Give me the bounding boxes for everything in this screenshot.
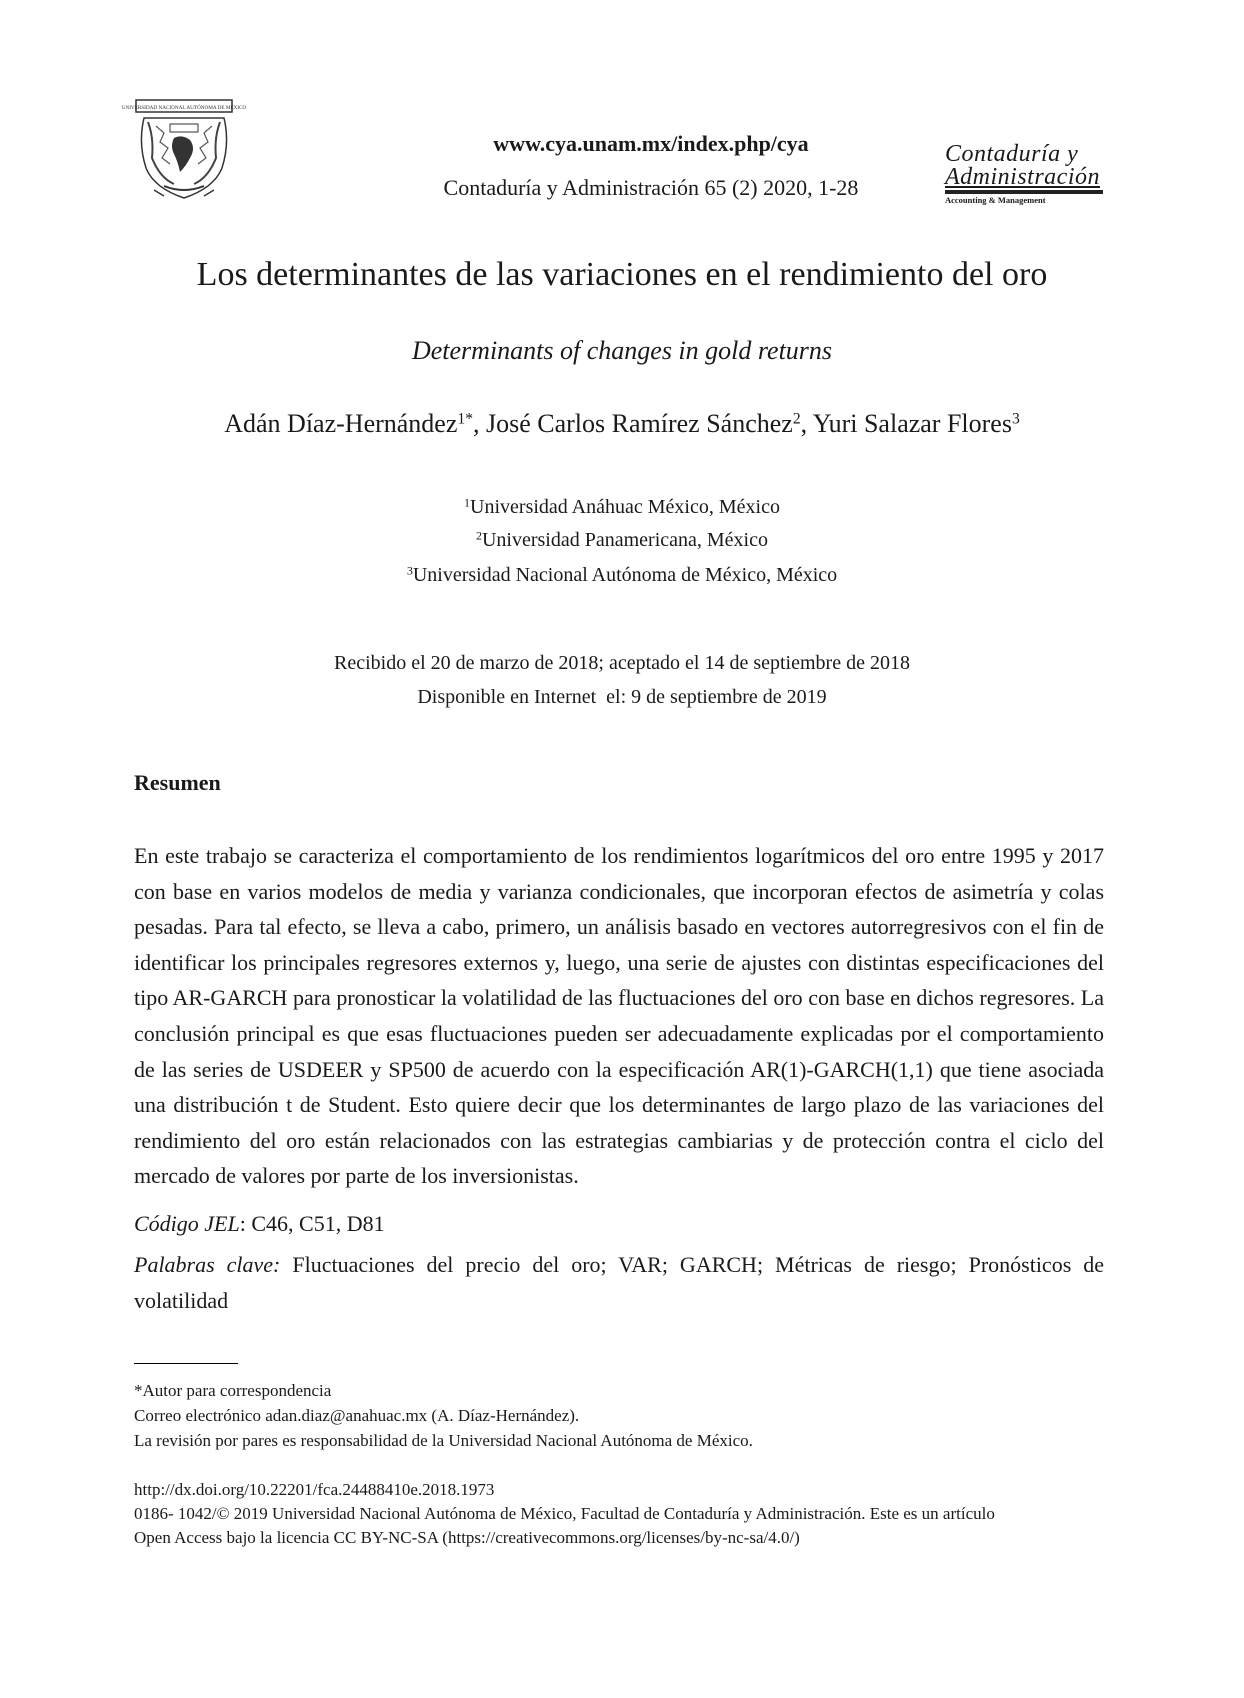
journal-url[interactable]: www.cya.unam.mx/index.php/cya: [493, 131, 809, 156]
author-name: Yuri Salazar Flores: [812, 409, 1012, 438]
affiliation: [0, 564, 1244, 587]
affiliation-mark: 1: [464, 495, 471, 510]
article-subtitle: Determinants of changes in gold returns: [411, 336, 833, 365]
logo-line-2: Administración: [945, 164, 1100, 190]
jel-value: : C46, C51, D81: [239, 1211, 385, 1236]
available-date: Disponible en Internet el: 9 de septiembre de 2019: [417, 686, 827, 708]
author-separator: ,: [800, 409, 813, 438]
license-line-1: 0186- 1042/© 2019 Universidad Nacional Autónoma de México, Facultad de Contaduría y Administración. Este es un artículo: [134, 1504, 995, 1523]
article-title: Los determinantes de las variaciones en el rendimiento del oro: [196, 256, 1048, 293]
affiliation-text: Universidad Nacional Autónoma de México, México: [412, 564, 838, 586]
footnote-peer-review: La revisión por pares es responsabilidad de la Universidad Nacional Autónoma de México.: [134, 1431, 753, 1450]
abstract-text: En este trabajo se caracteriza el comportamiento de los rendimientos logarítmicos del oro entre 1995 y 2017 con base en varios modelos de media y varianza condicionales, que incorporan efectos de asimetría y colas pesadas. Para tal efecto, se lleva a cabo, primero, un análisis basado en vectores autorregresivos con el fin de identificar los principales regresores externos y, luego, una serie de ajustes con distintas especificaciones del tipo AR-GARCH para pronosticar la volatilidad de las fluctuaciones del oro con base en dichos regresores. La conclusión principal es que esas fluctuaciones pueden ser adecuadamente explicadas por el comportamiento de las series de USDEER y SP500 de acuerdo con la especificación AR(1)-GARCH(1,1) que tiene asociada una distribución t de Student. Esto quiere decir que los determinantes de largo plazo de las variaciones del rendimiento del oro están relacionados con las estrategias cambiarias y de protección contra el ciclo del mercado de valores por parte de los inversionistas.: [134, 843, 1104, 1189]
author-mark: 2: [792, 410, 801, 428]
svg-text:UNIVERSIDAD NACIONAL AUTÓNOMA: UNIVERSIDAD NACIONAL AUTÓNOMA DE MÉXICO: [121, 105, 247, 111]
footnote-divider: [134, 1363, 238, 1364]
author-list: [0, 409, 1244, 439]
abstract-heading: Resumen: [134, 770, 221, 795]
keywords: [134, 1247, 1104, 1318]
author-mark: 3: [1011, 410, 1020, 428]
logo-tagline: Accounting & Management: [945, 195, 1046, 205]
journal-logo: [945, 142, 1105, 205]
received-date: Recibido el 20 de marzo de 2018; aceptado el 14 de septiembre de 2018: [334, 652, 910, 674]
author-name: José Carlos Ramírez Sánchez: [485, 409, 793, 438]
jel-label: Código JEL: [134, 1211, 240, 1236]
keywords-value: Fluctuaciones del precio del oro; VAR; GARCH; Métricas de riesgo; Pronósticos de volatilidad: [134, 1252, 1104, 1313]
author-mark: 1*: [457, 410, 473, 428]
affiliation-mark: 2: [475, 528, 482, 543]
logo-line-1: Contaduría y: [945, 141, 1079, 167]
affiliation-mark: 3: [406, 563, 413, 578]
author-separator: ,: [472, 409, 486, 438]
affiliation-text: Universidad Panamericana, México: [481, 529, 768, 551]
author-name: Adán Díaz-Hernández: [224, 409, 458, 438]
affiliation: [0, 496, 1244, 519]
journal-citation: Contaduría y Administración 65 (2) 2020, 1-28: [443, 175, 859, 200]
affiliation: [0, 529, 1244, 552]
keywords-label: Palabras clave:: [134, 1252, 281, 1277]
affiliation-text: Universidad Anáhuac México, México: [470, 496, 780, 518]
doi-link[interactable]: http://dx.doi.org/10.22201/fca.24488410e.2018.1973: [134, 1480, 495, 1499]
license-line-2[interactable]: Open Access bajo la licencia CC BY-NC-SA (https://creativecommons.org/licenses/by-nc-sa/4.0/): [134, 1528, 800, 1547]
footnote-email[interactable]: Correo electrónico adan.diaz@anahuac.mx (A. Díaz-Hernández).: [134, 1406, 580, 1425]
footnote-corresponding: *Autor para correspondencia: [134, 1381, 332, 1400]
jel-codes: [134, 1211, 385, 1237]
logo-bar: [945, 190, 1103, 194]
